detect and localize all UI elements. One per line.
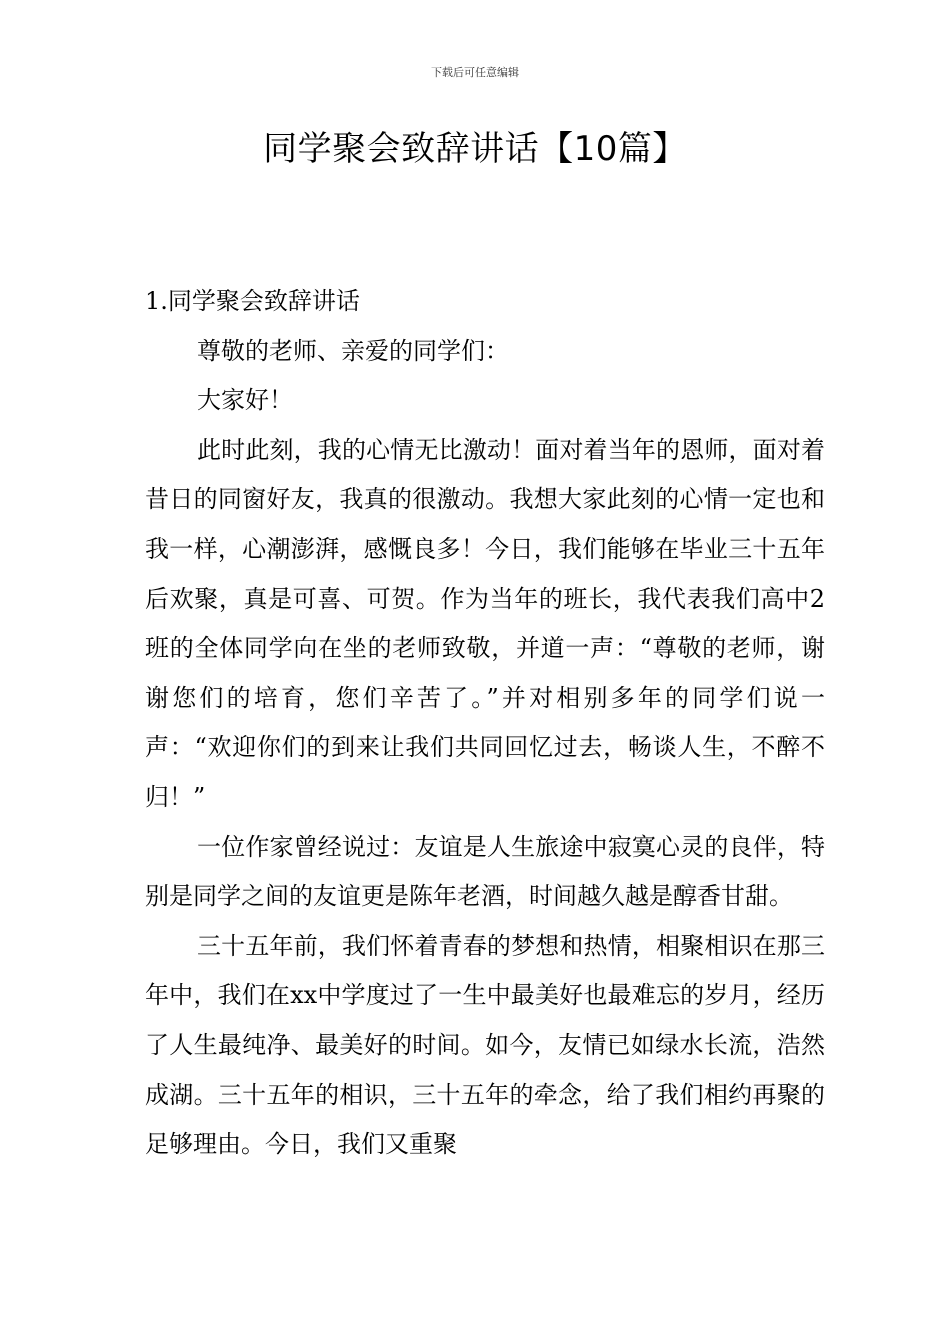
document-body [145,277,825,1170]
paragraph-memories: 三十五年前，我们怀着青春的梦想和热情，相聚相识在那三年中，我们在xx中学度过了一生中最美好也最难忘的岁月，经历了人生最纯净、最美好的时间。如今，友情已如绿水长流，浩然成湖。三十五年的相识，三十五年的牵念，给了我们相约再聚的足够理由。今日，我们又重聚 [145,931,825,1159]
header-note: 下载后可任意编辑 [431,66,519,79]
paragraph-greeting: 大家好！ [197,386,293,415]
paragraph-friendship-quote: 一位作家曾经说过：友谊是人生旅途中寂寞心灵的良伴，特别是同学之间的友谊更是陈年老酒，时间越久越是醇香甘甜。 [145,832,825,911]
paragraph-salutation: 尊敬的老师、亲爱的同学们： [197,336,509,365]
section-heading: 1.同学聚会致辞讲话 [145,287,360,315]
document-title: 同学聚会致辞讲话【10篇】 [263,129,687,169]
paragraph-opening: 此时此刻，我的心情无比激动！面对着当年的恩师，面对着昔日的同窗好友，我真的很激动。我想大家此刻的心情一定也和我一样，心潮澎湃，感慨良多！今日，我们能够在毕业三十五年后欢聚，真是可喜、可贺。作为当年的班长，我代表我们高中2班的全体同学向在坐的老师致敬，并道一声：“尊敬的老师，谢谢您们的培育，您们辛苦了。”并对相别多年的同学们说一声：“欢迎你们的到来让我们共同回忆过去，畅谈人生，不醉不归！” [145,435,825,811]
